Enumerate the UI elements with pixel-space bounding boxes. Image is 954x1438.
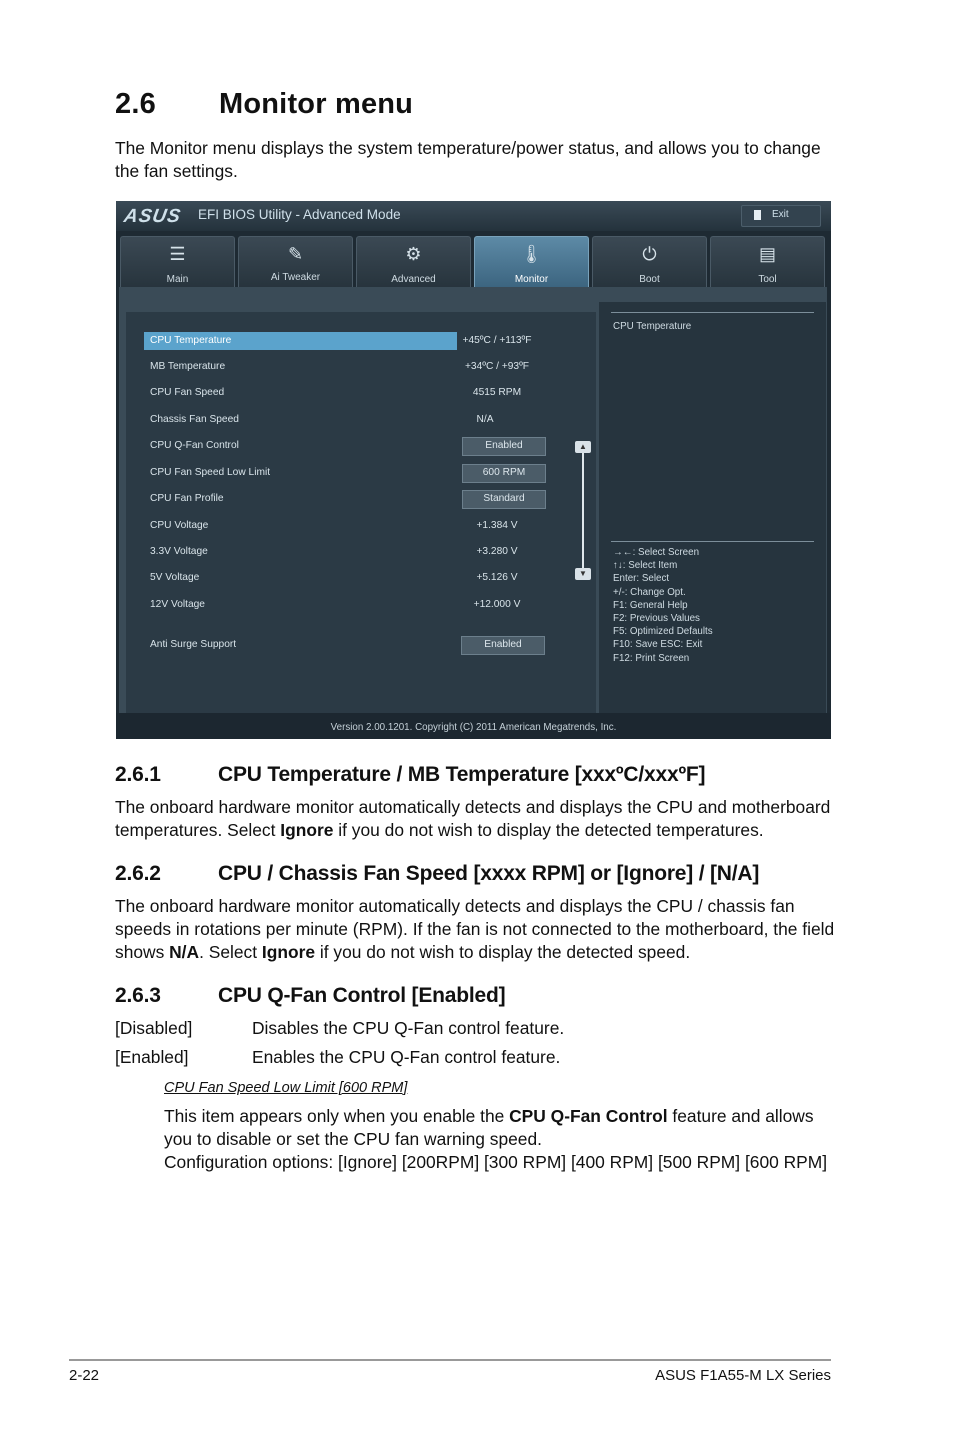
bios-tabs [120,236,827,287]
intro-paragraph: The Monitor menu displays the system temperature/power status, and allows you to change the fan settings. [115,138,821,181]
scroll-up-icon[interactable]: ▲ [575,441,591,453]
list-icon: ☰ [169,244,186,264]
product-series: ASUS F1A55-M LX Series [655,1367,831,1384]
exit-button[interactable]: Exit [741,205,821,227]
tool-icon: ▤ [758,244,776,264]
scroll-track[interactable] [582,453,584,568]
subitem-title: CPU Fan Speed Low Limit [600 RPM] [164,1080,408,1096]
footer-rule [69,1359,831,1361]
fan-profile-select[interactable]: Standard [462,490,546,509]
row-anti-surge-support[interactable]: Anti Surge Support Enabled [150,637,590,653]
tab-tool[interactable]: ▤ Tool [710,236,825,287]
key-help-list: →←: Select Screen ↑↓: Select Item Enter: Select +/-: Change Opt. F1: General Help F2: Previous Values F5: Optimized Defaults F10: Save ESC: Exit F12: Print Screen [613,547,713,664]
tab-main[interactable]: ☰ Main [120,236,235,287]
help-divider-top [611,312,814,313]
section-heading-2-6-2: 2.6.2 CPU / Chassis Fan Speed [xxxx RPM] or [Ignore] / [N/A] [115,862,760,885]
section-2-6-1-paragraph: The onboard hardware monitor automatically detects and displays the CPU and motherboard temperatures. Select Ignore if you do not wish to display the detected temperatures. [115,797,831,840]
tab-advanced[interactable]: ⚙ Advanced [356,236,471,287]
tab-ai-tweaker[interactable]: ✎ Ai Tweaker [238,236,353,287]
q-fan-control-select[interactable]: Enabled [462,437,546,456]
tab-monitor[interactable]: 🌡 Monitor [474,236,589,287]
row-5v-voltage[interactable]: 5V Voltage +5.126 V [150,572,518,583]
row-cpu-q-fan-control[interactable]: CPU Q-Fan Control Enabled [150,438,590,454]
scroll-down-icon[interactable]: ▼ [575,568,591,580]
row-cpu-voltage[interactable]: CPU Voltage +1.384 V [150,520,518,531]
exit-icon [754,210,761,220]
bios-screenshot [116,201,831,739]
page-number: 2-22 [69,1367,100,1384]
row-mb-temperature[interactable]: MB Temperature +34ºC / +93ºF [150,361,530,372]
option-enabled-desc: Enables the CPU Q-Fan control feature. [252,1047,561,1067]
help-title: CPU Temperature [613,321,692,332]
row-cpu-fan-profile[interactable]: CPU Fan Profile Standard [150,491,590,507]
settings-scrollbar[interactable] [575,441,591,581]
option-disabled-desc: Disables the CPU Q-Fan control feature. [252,1018,565,1038]
row-12v-voltage[interactable]: 12V Voltage +12.000 V [150,599,521,610]
section-heading-2-6-1: 2.6.1 CPU Temperature / MB Temperature [xxxºC/xxxºF] [115,763,706,786]
row-cpu-fan-speed-low-limit[interactable]: CPU Fan Speed Low Limit 600 RPM [150,465,590,481]
fan-low-limit-select[interactable]: 600 RPM [462,464,546,483]
section-heading-2-6-3: 2.6.3 CPU Q-Fan Control [Enabled] [115,984,506,1007]
bios-footer: Version 2.00.1201. Copyright (C) 2011 American Megatrends, Inc. [116,713,831,739]
asus-logo: ASUS [122,206,183,227]
tab-boot[interactable]: ⏻ Boot [592,236,707,287]
help-divider [611,541,814,542]
tweaker-icon: ✎ [287,244,304,264]
row-3-3v-voltage[interactable]: 3.3V Voltage +3.280 V [150,546,518,557]
advanced-icon: ⚙ [405,244,422,264]
section-2-6-2-paragraph: The onboard hardware monitor automatically detects and displays the CPU / chassis fan speeds in rotations per minute (RPM). If the fan is not connected to the motherboard, the field shows N/A. Select Ignore if you do not wish to display the detected speed. [115,896,835,962]
power-icon: ⏻ [642,244,657,264]
subitem-paragraph: This item appears only when you enable the CPU Q-Fan Control feature and allows you to disable or set the CPU fan warning speed. Configuration options: [Ignore] [200RPM] [300 RPM] [400 RPM] [500 RPM] [600 RPM] [164,1106,828,1172]
row-cpu-fan-speed[interactable]: CPU Fan Speed 4515 RPM [150,387,522,398]
monitor-icon: 🌡 [520,244,543,264]
row-cpu-temperature[interactable]: CPU Temperature +45ºC / +113ºF [150,333,590,349]
option-disabled-key: [Disabled] [115,1018,193,1038]
row-chassis-fan-speed[interactable]: Chassis Fan Speed N/A [150,414,494,425]
bios-title-bar [116,201,831,231]
anti-surge-select[interactable]: Enabled [461,636,545,655]
bios-title: EFI BIOS Utility - Advanced Mode [198,207,401,222]
page-heading: 2.6 Monitor menu [115,88,414,120]
option-enabled-key: [Enabled] [115,1047,189,1067]
